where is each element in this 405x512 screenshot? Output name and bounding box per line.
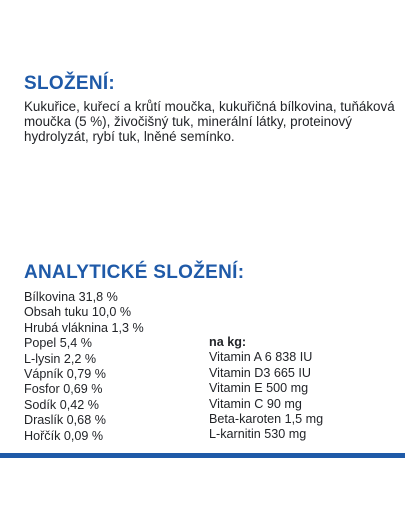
analytic-item-potassium: Draslík 0,68 %: [24, 413, 106, 428]
analytic-item-calcium: Vápník 0,79 %: [24, 367, 106, 382]
composition-text: Kukuřice, kuřecí a krůtí moučka, kukuřičná bílkovina, tuňáková moučka (5 %), živočišný tuk, minerální látky, proteinový hydrolyzát, rybí tuk, lněné semínko.: [24, 99, 395, 144]
analytic-list: [24, 290, 144, 444]
per-kg-label: na kg:: [209, 335, 247, 349]
bottom-accent-band: [0, 453, 405, 458]
per-kg-item-vitamin-d3: Vitamin D3 665 IU: [209, 365, 311, 380]
per-kg-item-beta-carotene: Beta-karoten 1,5 mg: [209, 412, 324, 427]
analytic-composition-heading: ANALYTICKÉ SLOŽENÍ:: [24, 262, 245, 283]
analytic-item-phosphorus: Fosfor 0,69 %: [24, 382, 103, 397]
per-kg-item-vitamin-c: Vitamin C 90 mg: [209, 396, 302, 411]
analytic-item-ash: Popel 5,4 %: [24, 336, 92, 351]
composition-heading: SLOŽENÍ:: [24, 73, 116, 94]
per-kg-item-l-carnitine: L-karnitin 530 mg: [209, 427, 307, 442]
analytic-item-magnesium: Hořčík 0,09 %: [24, 428, 104, 443]
per-kg-item-vitamin-a: Vitamin A 6 838 IU: [209, 350, 313, 365]
analytic-item-fat: Obsah tuku 10,0 %: [24, 305, 132, 320]
analytic-item-fibre: Hrubá vláknina 1,3 %: [24, 320, 144, 335]
analytic-item-protein: Bílkovina 31,8 %: [24, 290, 118, 304]
per-kg-item-vitamin-e: Vitamin E 500 mg: [209, 381, 309, 396]
analytic-item-lysine: L-lysin 2,2 %: [24, 351, 97, 366]
per-kg-list: [209, 335, 323, 443]
analytic-item-sodium: Sodík 0,42 %: [24, 397, 99, 412]
